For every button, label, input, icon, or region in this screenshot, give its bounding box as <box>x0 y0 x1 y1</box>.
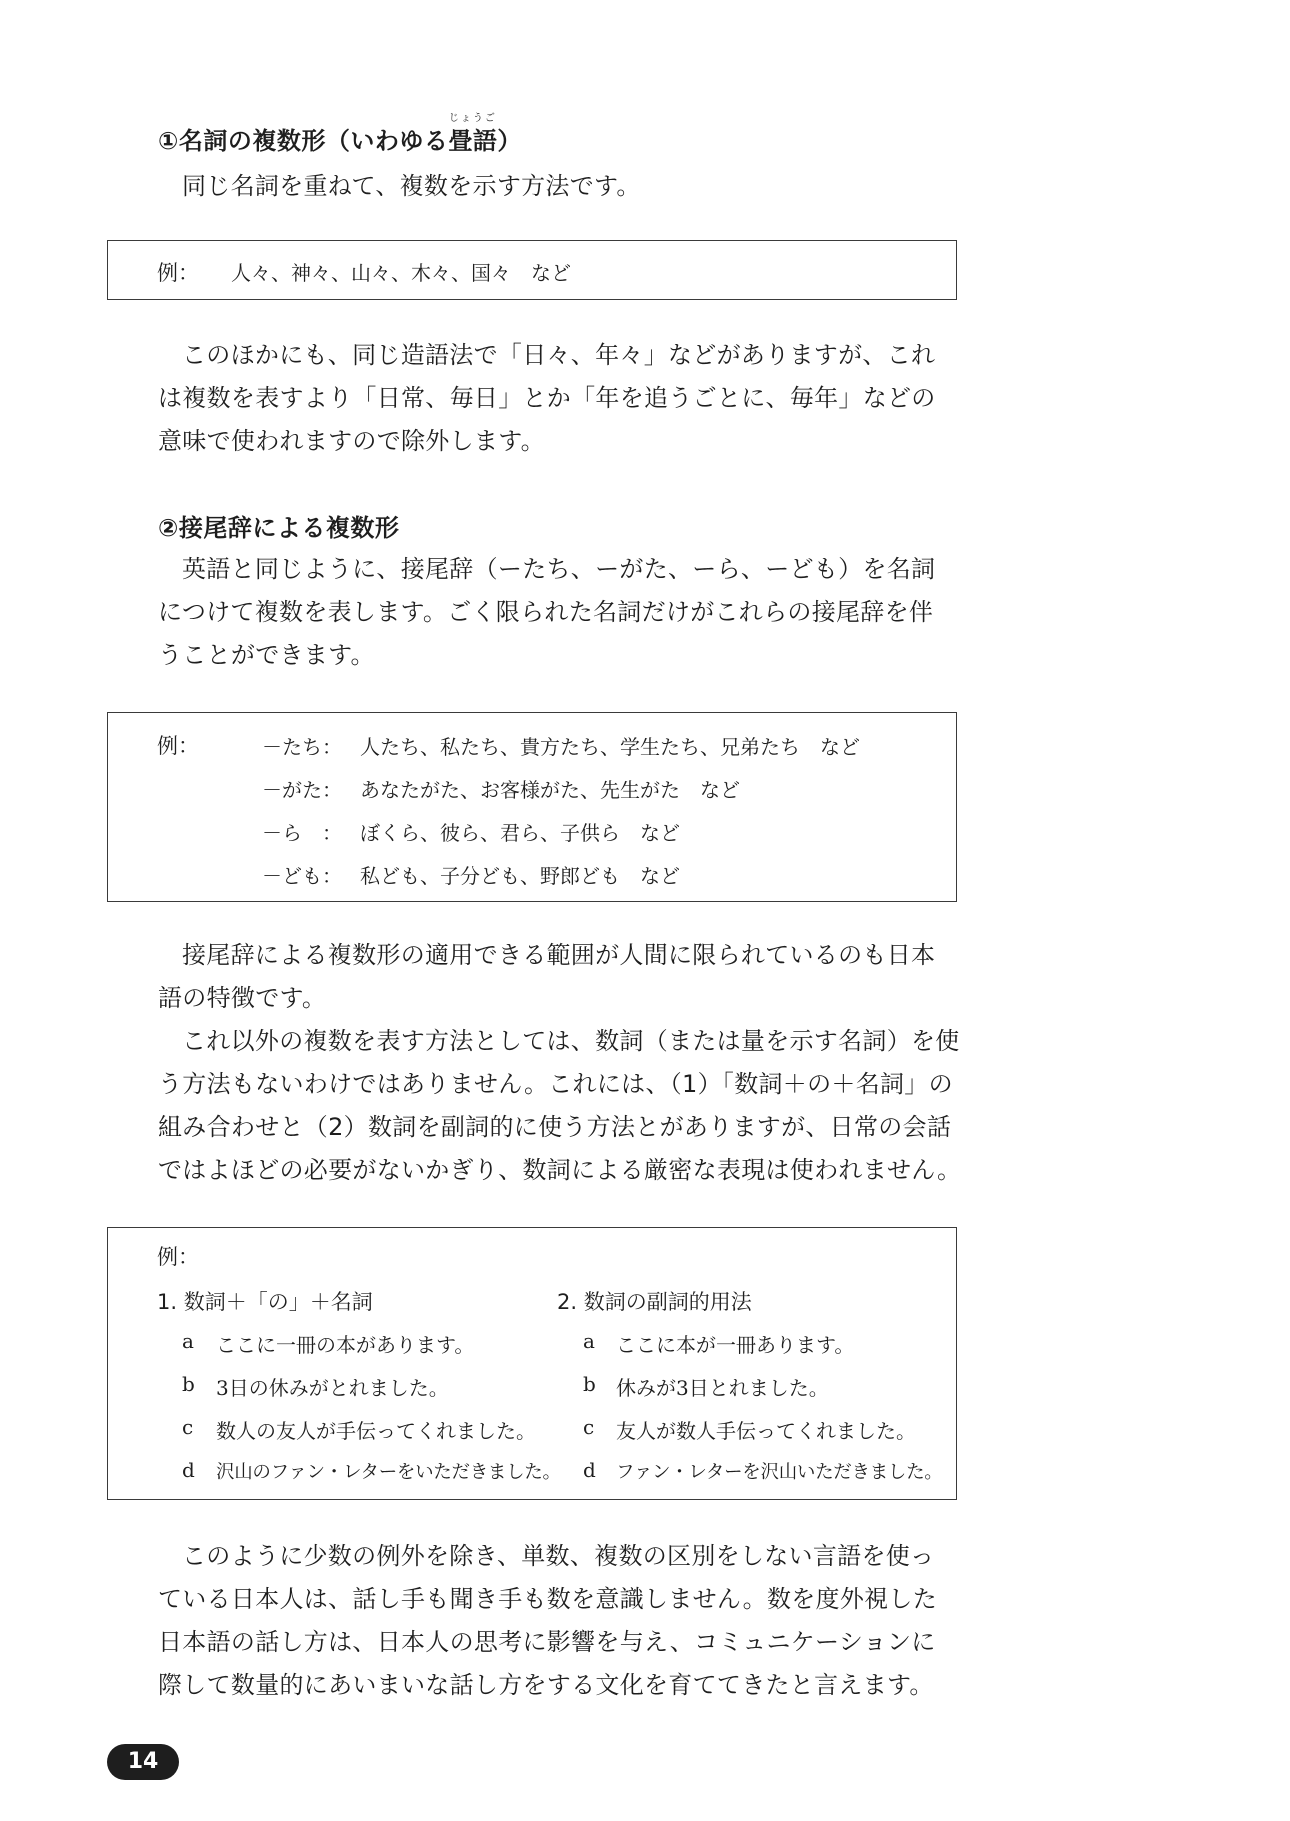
suffix-examples: あなたがた、お客様がた、先生がた など <box>360 778 740 802</box>
paragraph-line: このように少数の例外を除き、単数、複数の区別をしない言語を使っ <box>182 1542 935 1570</box>
paragraph-line: 英語と同じように、接尾辞（ーたち、ーがた、ーら、ーども）を名詞 <box>182 555 936 583</box>
paragraph-line: 語の特徴です。 <box>158 984 327 1012</box>
example-label: 例： <box>157 261 199 285</box>
section1-intro: 同じ名詞を重ねて、複数を示す方法です。 <box>182 172 641 200</box>
ruby-reading: じょうご <box>448 113 497 124</box>
ruby-term <box>448 113 498 156</box>
example-label: 例： <box>157 734 199 758</box>
suffix-examples: 私ども、子分ども、野郎ども など <box>360 864 680 888</box>
example-box-3 <box>107 1227 957 1500</box>
item-text: ファン・レターを沢山いただきました。 <box>616 1462 943 1483</box>
suffix-label: －ども： <box>262 864 342 888</box>
column-title-1: 1. 数詞＋「の」＋名詞 <box>157 1290 373 1314</box>
item-text: ここに一冊の本があります。 <box>216 1333 475 1357</box>
section2-paragraph <box>158 934 961 1192</box>
suffix-examples: 人たち、私たち、貴方たち、学生たち、兄弟たち など <box>360 735 860 759</box>
column-title-2: 2. 数詞の副詞的用法 <box>557 1290 752 1314</box>
suffix-examples: ぼくら、彼ら、君ら、子供ら など <box>360 821 680 845</box>
paragraph-line: 組み合わせと（2）数詞を副詞的に使う方法とがありますが、日常の会話 <box>158 1113 952 1141</box>
example-text: 人々、神々、山々、木々、国々 など <box>231 261 571 285</box>
item-letter: c <box>583 1415 595 1439</box>
item-text: 休みが3日とれました。 <box>616 1376 829 1400</box>
item-text: 友人が数人手伝ってくれました。 <box>616 1419 916 1443</box>
section1-paragraph <box>158 334 936 463</box>
item-letter: b <box>583 1372 596 1396</box>
section1-heading <box>158 113 522 156</box>
item-letter: d <box>583 1458 596 1482</box>
suffix-label: －ら ： <box>262 821 342 845</box>
item-text: 3日の休みがとれました。 <box>216 1376 449 1400</box>
item-letter: c <box>182 1415 194 1439</box>
item-text: 数人の友人が手伝ってくれました。 <box>216 1419 536 1443</box>
section1-heading-close: ） <box>497 127 522 155</box>
section2-intro <box>158 548 935 677</box>
example-box-2 <box>107 712 957 902</box>
paragraph-line: う方法もないわけではありません。これには、（1）「数詞＋の＋名詞」の <box>158 1070 953 1098</box>
paragraph-line: ではよほどの必要がないかぎり、数詞による厳密な表現は使われません。 <box>158 1156 962 1184</box>
paragraph-line: 意味で使われますので除外します。 <box>158 427 545 455</box>
paragraph-line: 接尾辞による複数形の適用できる範囲が人間に限られているのも日本 <box>182 941 936 969</box>
closing-paragraph <box>158 1535 937 1707</box>
suffix-label: －たち： <box>262 735 342 759</box>
paragraph-line: 際して数量的にあいまいな話し方をする文化を育ててきたと言えます。 <box>158 1671 934 1699</box>
suffix-label: －がた： <box>262 778 342 802</box>
section2-heading: ②接尾辞による複数形 <box>158 514 400 542</box>
item-letter: a <box>182 1329 194 1353</box>
item-letter: b <box>182 1372 195 1396</box>
paragraph-line: につけて複数を表します。ごく限られた名詞だけがこれらの接尾辞を伴 <box>158 598 934 626</box>
example-box-1 <box>107 240 957 300</box>
ruby-base: 畳語 <box>448 127 498 155</box>
item-letter: d <box>182 1458 195 1482</box>
section1-heading-text: ①名詞の複数形（いわゆる <box>158 127 449 155</box>
paragraph-line: うことができます。 <box>158 641 375 669</box>
item-letter: a <box>583 1329 595 1353</box>
paragraph-line: これ以外の複数を表す方法としては、数詞（または量を示す名詞）を使 <box>182 1027 960 1055</box>
item-text: 沢山のファン・レターをいただきました。 <box>216 1462 561 1483</box>
paragraph-line: このほかにも、同じ造語法で「日々、年々」などがありますが、これ <box>182 341 936 369</box>
paragraph-line: 日本語の話し方は、日本人の思考に影響を与え、コミュニケーションに <box>158 1628 936 1656</box>
paragraph-line: は複数を表すより「日常、毎日」とか「年を追うごとに、毎年」などの <box>158 384 936 412</box>
paragraph-line: ている日本人は、話し手も聞き手も数を意識しません。数を度外視した <box>158 1585 938 1613</box>
page-number-badge: 14 <box>107 1744 179 1780</box>
item-text: ここに本が一冊あります。 <box>616 1333 855 1357</box>
example-label: 例： <box>157 1245 199 1269</box>
